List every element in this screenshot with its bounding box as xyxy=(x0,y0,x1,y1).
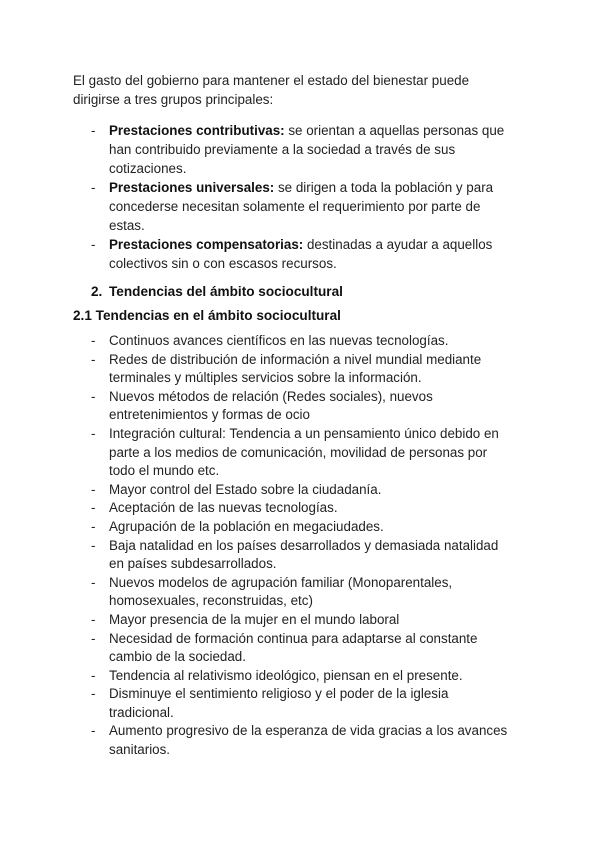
subsection-heading: 2.1 Tendencias en el ámbito sociocultural xyxy=(73,308,341,323)
list-item: - Integración cultural: Tendencia a un pensamiento único debido en parte a los medios de comunicación, movilidad de personas por todo el mundo etc. xyxy=(91,425,511,481)
list-item: - Necesidad de formación continua para adaptarse al constante cambio de la sociedad. xyxy=(91,630,511,667)
description: se orientan a aquellas personas que han contribuido previamente a la sociedad a través de sus cotizaciones. xyxy=(109,123,505,176)
term: Prestaciones universales: xyxy=(109,180,275,195)
list-item xyxy=(91,235,511,273)
list-item: - Continuos avances científicos en las nuevas tecnologías. xyxy=(91,332,511,351)
section-number: 2. xyxy=(91,284,103,299)
list-item: - Aceptación de las nuevas tecnologías. xyxy=(91,499,511,518)
description: se dirigen a toda la población y para concederse necesitan solamente el requerimiento por parte de estas. xyxy=(109,180,494,233)
section-heading xyxy=(91,284,343,299)
list-item xyxy=(91,121,511,178)
list-item: - Tendencia al relativismo ideológico, piensan en el presente. xyxy=(91,667,511,686)
intro-paragraph: El gasto del gobierno para mantener el estado del bienestar puede dirigirse a tres grupos principales: xyxy=(73,73,470,107)
tendencias-list xyxy=(91,332,511,760)
term: Prestaciones contributivas: xyxy=(109,123,285,138)
list-item: - Mayor presencia de la mujer en el mundo laboral xyxy=(91,611,511,630)
list-item: - Baja natalidad en los países desarrollados y demasiada natalidad en países subdesarrollados. xyxy=(91,537,511,574)
list-item: - Agrupación de la población en megaciudades. xyxy=(91,518,511,537)
list-item: - Nuevos modelos de agrupación familiar (Monoparentales, homosexuales, reconstruidas, etc) xyxy=(91,574,511,611)
list-item: - Mayor control del Estado sobre la ciudadanía. xyxy=(91,481,511,500)
prestaciones-list xyxy=(91,121,511,273)
list-item: - Disminuye el sentimiento religioso y el poder de la iglesia tradicional. xyxy=(91,685,511,722)
list-item xyxy=(91,178,511,235)
list-item: - Redes de distribución de información a nivel mundial mediante terminales y múltiples servicios sobre la información. xyxy=(91,351,511,388)
list-item: - Aumento progresivo de la esperanza de vida gracias a los avances sanitarios. xyxy=(91,722,511,759)
section-title: Tendencias del ámbito sociocultural xyxy=(109,284,343,299)
description: destinadas a ayudar a aquellos colectivos sin o con escasos recursos. xyxy=(109,237,493,271)
term: Prestaciones compensatorias: xyxy=(109,237,304,252)
list-item: - Nuevos métodos de relación (Redes sociales), nuevos entretenimientos y formas de ocio xyxy=(91,388,511,425)
